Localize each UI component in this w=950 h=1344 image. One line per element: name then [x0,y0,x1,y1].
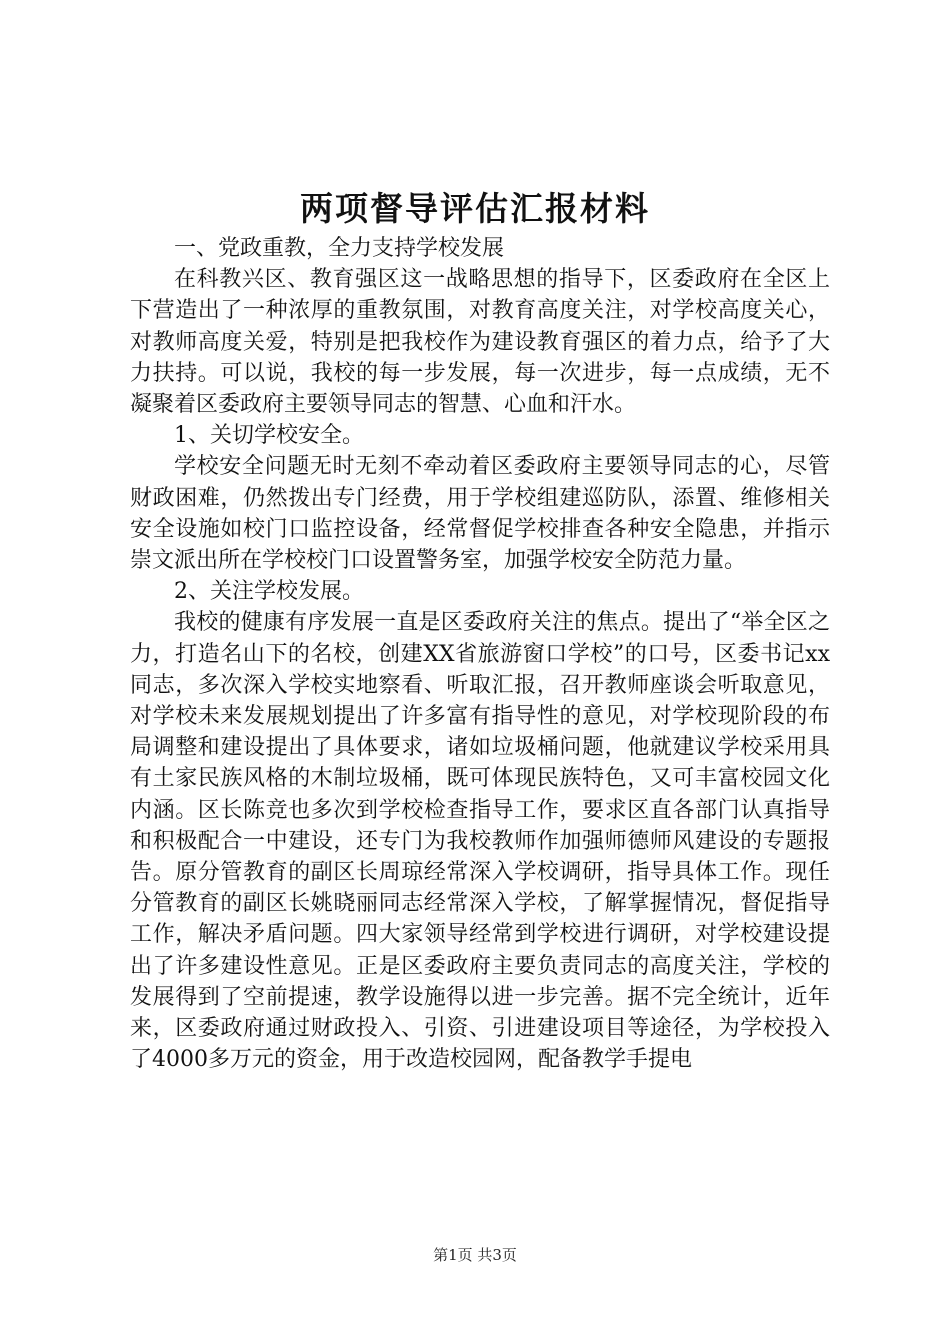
paragraph: 学校安全问题无时无刻不牵动着区委政府主要领导同志的心，尽管财政困难，仍然拨出专门经费，用于学校组建巡防队，添置、维修相关安全设施如校门口监控设备，经常督促学校排查各种安全隐患，并指示崇文派出所在学校校门口设置警务室，加强学校安全防范力量。 [130,454,830,574]
subsection-heading: 2、关注学校发展。 [174,579,364,605]
section-heading: 一、党政重教，全力支持学校发展 [174,236,505,261]
document-body [130,233,830,1075]
subsection-heading: 1、关切学校安全。 [174,423,364,449]
document-title: 两项督导评估汇报材料 [300,189,650,228]
paragraph: 在科教兴区、教育强区这一战略思想的指导下，区委政府在全区上下营造出了一种浓厚的重教氛围，对教育高度关注，对学校高度关心，对教师高度关爱，特别是把我校作为建设教育强区的着力点，给予了大力扶持。可以说，我校的每一步发展，每一次进步，每一点成绩，无不凝聚着区委政府主要领导同志的智慧、心血和汗水。 [130,267,830,418]
paragraph: 我校的健康有序发展一直是区委政府关注的焦点。提出了“举全区之力，打造名山下的名校，创建XX省旅游窗口学校”的口号，区委书记xx同志，多次深入学校实地察看、听取汇报，召开教师座谈会听取意见，对学校未来发展规划提出了许多富有指导性的意见，对学校现阶段的布局调整和建设提出了具体要求，诸如垃圾桶问题，他就建议学校采用具有土家民族风格的木制垃圾桶，既可体现民族特色，又可丰富校园文化内涵。区长陈竞也多次到学校检查指导工作，要求区直各部门认真指导和积极配合一中建设，还专门为我校教师作加强师德师风建设的专题报告。原分管教育的副区长周琼经常深入学校调研，指导具体工作。现任分管教育的副区长姚晓丽同志经常深入学校，了解掌握情况，督促指导工作，解决矛盾问题。四大家领导经常到学校进行调研，对学校建设提出了许多建设性意见。正是区委政府主要负责同志的高度关注，学校的发展得到了空前提速，教学设施得以进一步完善。据不完全统计，近年来，区委政府通过财政投入、引资、引进建设项目等途径，为学校投入了4000多万元的资金，用于改造校园网，配备教学手提电 [130,610,830,1073]
page-footer: 第1页 共3页 [433,1246,517,1264]
